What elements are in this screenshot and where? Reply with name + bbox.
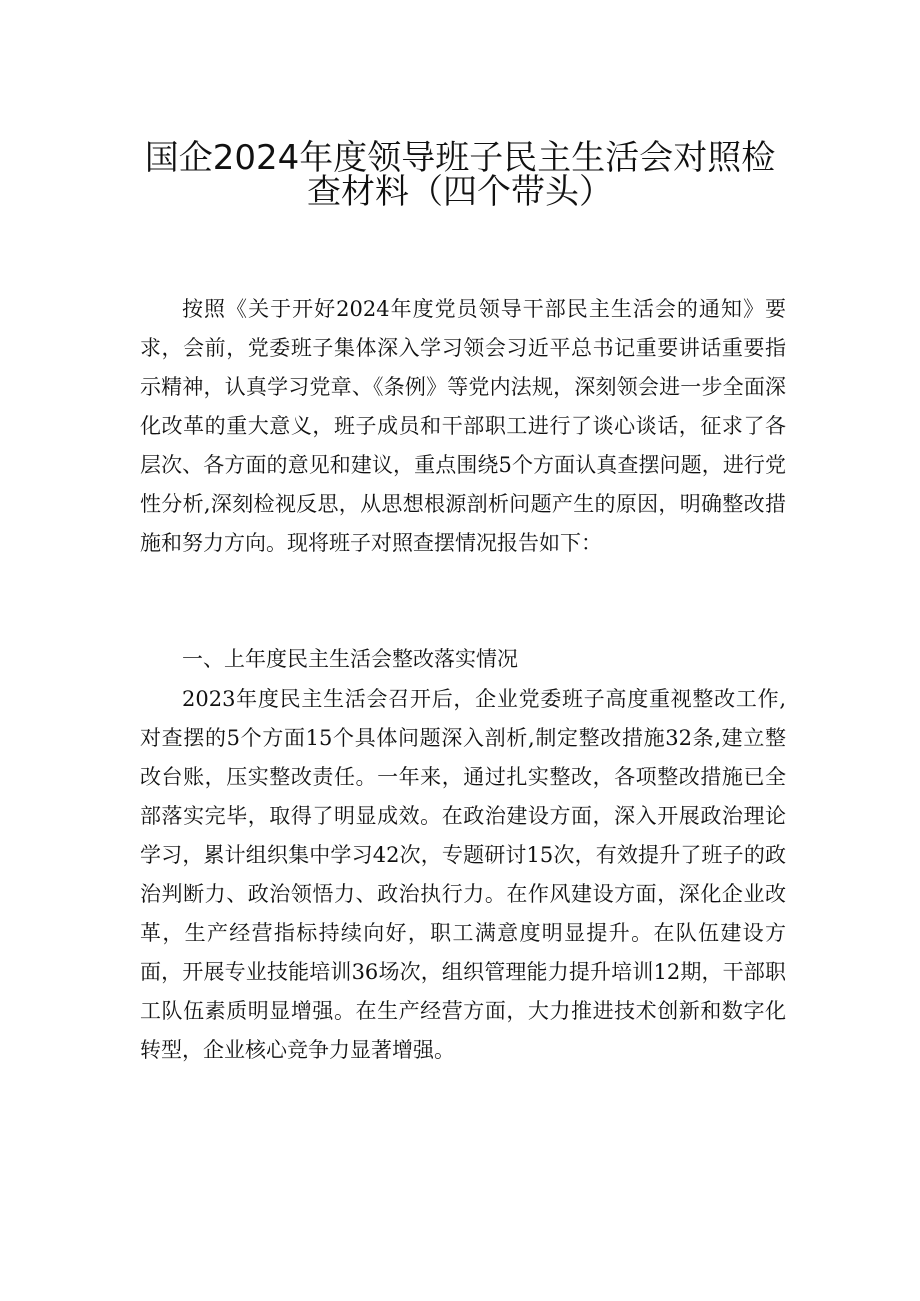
intro-paragraph: 按照《关于开好2024年度党员领导干部民主生活会的通知》要求，会前，党委班子集体深入学习领会习近平总书记重要讲话重要指示精神，认真学习党章、《条例》等党内法规，深刻领会进一步全面深化改革的重大意义，班子成员和干部职工进行了谈心谈话，征求了各层次、各方面的意见和建议，重点围绕5个方面认真查摆问题，进行党性分析,深刻检视反思，从思想根源剖析问题产生的原因，明确整改措施和努力方向。现将班子对照查摆情况报告如下： <box>140 297 786 555</box>
intro-paragraph-block <box>140 290 786 563</box>
section-heading-block <box>140 640 786 679</box>
rectification-paragraph: 2023年度民主生活会召开后，企业党委班子高度重视整改工作,对查摆的5个方面15个具体问题深入剖析,制定整改措施32条,建立整改台账，压实整改责任。一年来，通过扎实整改，各项整改措施已全部落实完毕，取得了明显成效。在政治建设方面，深入开展政治理论学习，累计组织集中学习42次，专题研讨15次，有效提升了班子的政治判断力、政治领悟力、政治执行力。在作风建设方面，深化企业改革，生产经营指标持续向好，职工满意度明显提升。在队伍建设方面，开展专业技能培训36场次，组织管理能力提升培训12期，干部职工队伍素质明显增强。在生产经营方面，大力推进技术创新和数字化转型，企业核心竞争力显著增强。 <box>140 687 786 1062</box>
rectification-paragraph-block <box>140 680 786 1070</box>
section-heading: 一、上年度民主生活会整改落实情况 <box>182 647 518 671</box>
document-title-line-2: 查材料（四个带头） <box>307 172 613 212</box>
document-title-line-1: 国企2024年度领导班子民主生活会对照检 <box>144 138 776 178</box>
